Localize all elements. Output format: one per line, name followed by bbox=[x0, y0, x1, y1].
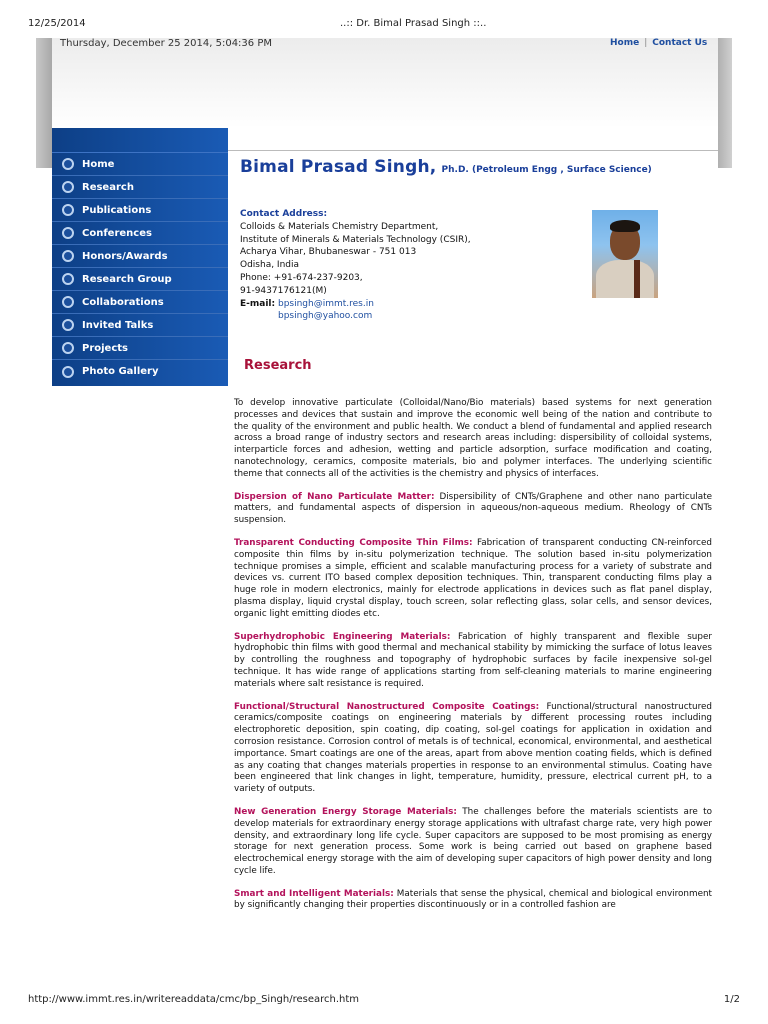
sidebar-nav bbox=[52, 128, 228, 386]
contact-label: Contact Address: bbox=[240, 209, 328, 219]
research-section bbox=[234, 807, 712, 878]
bullet-icon bbox=[62, 366, 74, 378]
print-footer-page: 1/2 bbox=[723, 994, 740, 1005]
photo-bag-strap bbox=[634, 260, 640, 298]
profile-credentials: Ph.D. (Petroleum Engg , Surface Science) bbox=[441, 165, 652, 175]
mobile-line: 91-9437176121(M) bbox=[240, 285, 327, 296]
contact-us-link[interactable]: Contact Us bbox=[652, 38, 708, 48]
bullet-icon bbox=[62, 181, 74, 193]
section-heading: Transparent Conducting Composite Thin Films: bbox=[234, 537, 473, 548]
photo-shirt bbox=[596, 260, 654, 298]
right-decor-bar bbox=[718, 38, 732, 168]
profile-name-line bbox=[240, 157, 652, 177]
section-text: Materials that sense the physical, chemical and biological environment by significantly changing their properties discontinuously or in a controlled fashion are bbox=[234, 888, 713, 911]
sidebar-item-research-group[interactable] bbox=[52, 268, 228, 291]
email-label: E-mail: bbox=[240, 298, 276, 309]
sidebar-item-label: Research Group bbox=[82, 273, 172, 285]
header-banner bbox=[52, 38, 718, 128]
section-heading: Smart and Intelligent Materials: bbox=[234, 888, 394, 899]
sidebar-item-label: Home bbox=[82, 158, 115, 170]
research-section bbox=[234, 632, 712, 691]
sidebar-item-research[interactable] bbox=[52, 176, 228, 199]
address-line: Colloids & Materials Chemistry Department, bbox=[240, 221, 439, 232]
bullet-icon bbox=[62, 273, 74, 285]
section-text: Fabrication of transparent conducting CN-reinforced composite thin films by in-situ polymerization technique. The solution based in-situ polymerization technique promises a simple, efficient and scalable manufacturing process for a variety of substrate and devices vs. current ITO based complex deposition techniques. Thin, transparent conducting films play a huge role in modern electronics, mainly for electrode applications in devices such as flat panel display, plasma display, liquid crystal display, touch screen, solar reflecting glass, solar cells, and sensor devices, organic light emitting diodes etc. bbox=[234, 537, 713, 619]
bullet-icon bbox=[62, 319, 74, 331]
sidebar-item-label: Invited Talks bbox=[82, 319, 154, 331]
sidebar-item-conferences[interactable] bbox=[52, 222, 228, 245]
sidebar-item-label: Publications bbox=[82, 204, 152, 216]
contact-address bbox=[240, 208, 471, 323]
section-text: Dispersibility of CNTs/Graphene and other nano particulate matters, and fundamental aspects of dispersion in aqueous/non-aqueous medium. Rheology of CNTs suspension. bbox=[234, 491, 713, 526]
email-row bbox=[240, 298, 471, 311]
bullet-icon bbox=[62, 342, 74, 354]
address-line: Odisha, India bbox=[240, 260, 300, 271]
print-date: 12/25/2014 bbox=[28, 18, 86, 29]
research-intro: To develop innovative particulate (Colloidal/Nano/Bio materials) based systems for next generation processes and devices that sustain and improve the economic well being of the nation and contribute to the quality of the environment and public health. We conduct a blend of fundamental and applied research across a broad range of industry sectors and research areas including: dispersibility of colloidal systems, interparticle forces and adhesion, wetting and particle adsorption, surface modification and coating, nanotechnology, ceramics, composite materials, bio and polymer interfaces. The underlying scientific theme that connects all of the activities is the chemistry and physics of interfaces. bbox=[234, 398, 712, 479]
sidebar-item-invited-talks[interactable] bbox=[52, 314, 228, 337]
print-footer-url: http://www.immt.res.in/writereaddata/cmc/bp_Singh/research.htm bbox=[28, 994, 360, 1005]
sidebar-item-collaborations[interactable] bbox=[52, 291, 228, 314]
sidebar-item-honors-awards[interactable] bbox=[52, 245, 228, 268]
phone-line: Phone: +91-674-237-9203, bbox=[240, 272, 363, 283]
address-line: Institute of Minerals & Materials Technology (CSIR), bbox=[240, 234, 471, 245]
section-heading: Dispersion of Nano Particulate Matter: bbox=[234, 491, 435, 502]
email-link-secondary[interactable]: bpsingh@yahoo.com bbox=[278, 311, 373, 322]
sidebar-item-label: Collaborations bbox=[82, 296, 164, 308]
section-text: Fabrication of highly transparent and flexible super hydrophobic thin films with good thermal and mechanical stability by mimicking the surface of lotus leaves by controlling the roughness and topography of hydrophobic surfaces by facile inexpensive sol-gel technique. It has wide range of applications starting from self-cleaning materials to marine engineering materials where salt resistance is required. bbox=[234, 631, 712, 689]
research-section bbox=[234, 538, 712, 621]
link-separator: | bbox=[644, 38, 648, 48]
research-heading: Research bbox=[244, 358, 312, 373]
section-text: Functional/structural nanostructured ceramics/composite coatings on engineering materials by different processing routes including electrophoretic deposition, spin coating, dip coating, sol-gel coatings for application in oxidation and corrosion resistance. Corrosion control of metals is of technical, economical, environmental, and aesthetical importance. Smart coatings are one of the areas, apart from above mention coating fields, which is defined as any coating that changes materials properties in response to an environmental stimulus. Coating have been engineered that link changes in light, temperature, humidity, pressure, electrical current pH, to a variety of outputs. bbox=[234, 701, 712, 795]
sidebar-item-label: Research bbox=[82, 181, 134, 193]
photo-hair bbox=[610, 220, 640, 232]
left-decor-bar bbox=[36, 38, 52, 168]
bullet-icon bbox=[62, 227, 74, 239]
address-line: Acharya Vihar, Bhubaneswar - 751 013 bbox=[240, 247, 417, 258]
sidebar-item-projects[interactable] bbox=[52, 337, 228, 360]
print-title: ..:: Dr. Bimal Prasad Singh ::.. bbox=[340, 18, 487, 29]
sidebar-item-label: Projects bbox=[82, 342, 129, 354]
section-heading: Functional/Structural Nanostructured Composite Coatings: bbox=[234, 701, 540, 712]
research-section bbox=[234, 702, 712, 796]
sidebar-item-label: Conferences bbox=[82, 227, 152, 239]
top-links bbox=[610, 38, 707, 48]
email-link-primary[interactable]: bpsingh@immt.res.in bbox=[277, 298, 374, 309]
bullet-icon bbox=[62, 296, 74, 308]
research-section bbox=[234, 492, 712, 527]
bullet-icon bbox=[62, 250, 74, 262]
print-header bbox=[0, 0, 768, 30]
sidebar-item-label: Photo Gallery bbox=[82, 366, 159, 377]
section-heading: New Generation Energy Storage Materials: bbox=[234, 806, 457, 817]
sidebar-item-publications[interactable] bbox=[52, 199, 228, 222]
nav-top-bar bbox=[52, 128, 228, 153]
home-link[interactable]: Home bbox=[610, 38, 640, 48]
header-divider bbox=[228, 150, 718, 151]
section-text: The challenges before the materials scientists are to develop materials for extraordinary energy storage applications with ultrafast charge rate, very high power density, and extraordinary long life cycle. Super capacitors are supposed to be most promising as energy storage for next generation process. Some work is being carried out based on graphene based electrochemical energy storage with the aim of developing super capacitors of high power density and long cycle life. bbox=[234, 806, 712, 876]
sidebar-item-label: Honors/Awards bbox=[82, 250, 168, 262]
profile-photo bbox=[592, 210, 658, 298]
section-heading: Superhydrophobic Engineering Materials: bbox=[234, 631, 451, 642]
sidebar-item-photo-gallery[interactable] bbox=[52, 360, 228, 383]
bullet-icon bbox=[62, 204, 74, 216]
research-content bbox=[234, 398, 712, 923]
research-section bbox=[234, 889, 712, 913]
bullet-icon bbox=[62, 158, 74, 170]
profile-name: Bimal Prasad Singh, bbox=[240, 157, 437, 177]
sidebar-item-home[interactable] bbox=[52, 153, 228, 176]
current-timestamp: Thursday, December 25 2014, 5:04:36 PM bbox=[60, 38, 272, 49]
